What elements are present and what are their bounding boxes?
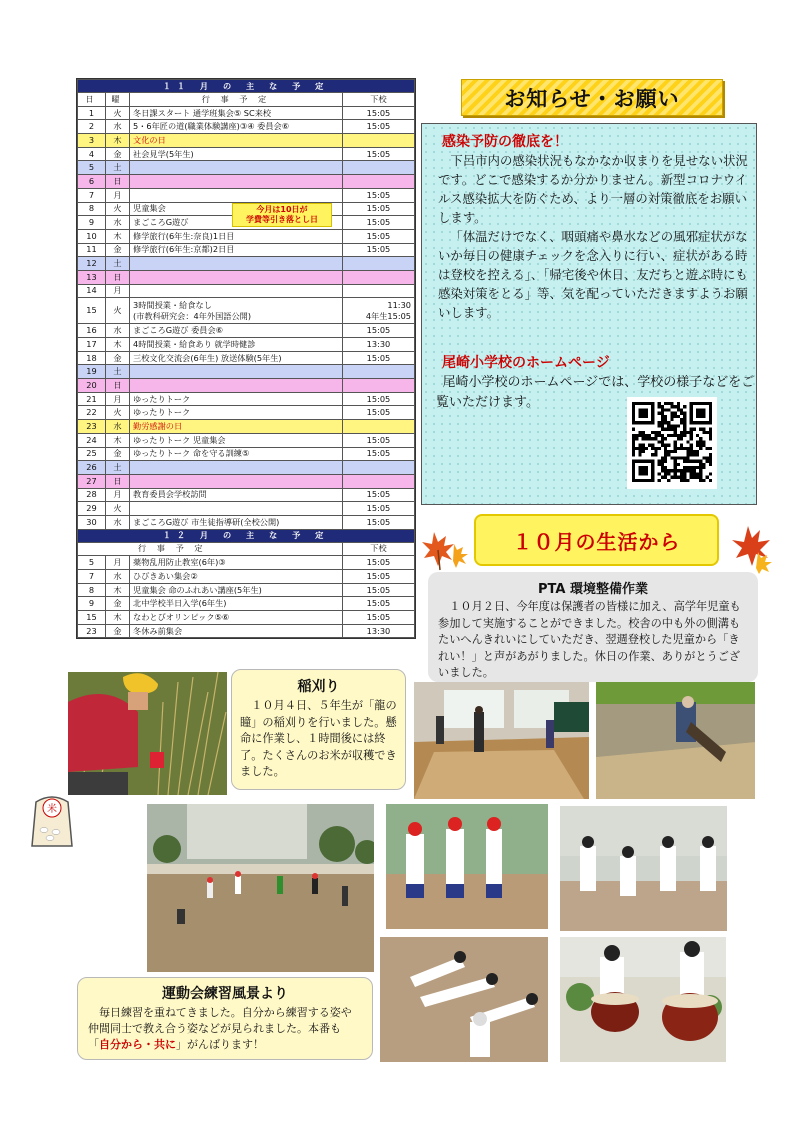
schedule-weekday: 火 xyxy=(106,406,130,420)
schedule-event: なわとびオリンピック⑤⑥ xyxy=(130,611,343,625)
schedule-dismissal xyxy=(342,257,414,271)
schedule-dismissal: 15:05 xyxy=(342,611,414,625)
schedule-day: 4 xyxy=(78,147,106,161)
schedule-row xyxy=(78,134,415,148)
schedule-row xyxy=(78,147,415,161)
schedule-weekday: 金 xyxy=(106,597,130,611)
schedule-day: 23 xyxy=(78,624,106,638)
schedule-dismissal: 15:05 xyxy=(342,570,414,584)
schedule-weekday: 土 xyxy=(106,461,130,475)
schedule-event: 冬日課スタート 通学班集会⑤ SC来校 xyxy=(130,106,343,120)
schedule-row xyxy=(78,365,415,379)
schedule-row xyxy=(78,175,415,189)
schedule-dismissal xyxy=(342,134,414,148)
schedule-weekday: 土 xyxy=(106,365,130,379)
october-banner-text: １０月の生活から xyxy=(512,529,681,554)
schedule-weekday: 日 xyxy=(106,175,130,189)
schedule-weekday: 月 xyxy=(106,188,130,202)
schedule-dismissal xyxy=(342,379,414,393)
schedule-event: まごころG遊び 委員会⑥ xyxy=(130,324,343,338)
schedule-dismissal: 15:05 xyxy=(342,488,414,502)
schedule-day: 27 xyxy=(78,474,106,488)
schedule-day: 10 xyxy=(78,229,106,243)
sports-lean-photo xyxy=(380,937,548,1062)
rice-bag-label: 米 xyxy=(47,804,57,815)
schedule-dismissal: 15:05 xyxy=(342,502,414,516)
schedule-row xyxy=(78,324,415,338)
schedule-event: 勤労感謝の日 xyxy=(130,420,343,434)
schedule-weekday: 月 xyxy=(106,392,130,406)
schedule-event xyxy=(130,502,343,516)
rice-body: １０月４日、５年生が「龍の瞳」の稲刈りを行いました。懸命に作業し、１時間後には終了。たくさんのお米が収穫できました。 xyxy=(240,699,397,778)
schedule-table xyxy=(76,78,416,639)
schedule-dismissal xyxy=(342,284,414,298)
dec-schedule-row xyxy=(78,597,415,611)
schedule-dismissal: 15:05 xyxy=(342,120,414,134)
schedule-row xyxy=(78,502,415,516)
rice-harvest-article xyxy=(231,669,406,790)
schedule-weekday: 日 xyxy=(106,270,130,284)
schedule-row xyxy=(78,188,415,202)
schedule-event xyxy=(130,188,343,202)
schedule-event xyxy=(130,257,343,271)
schedule-weekday: 金 xyxy=(106,147,130,161)
schedule-event xyxy=(130,365,343,379)
schedule-day: 11 xyxy=(78,243,106,257)
schedule-day: 28 xyxy=(78,488,106,502)
schedule-dismissal: 15:05 xyxy=(342,583,414,597)
dec-schedule-row xyxy=(78,583,415,597)
schedule-weekday: 金 xyxy=(106,447,130,461)
schedule-weekday: 水 xyxy=(106,570,130,584)
schedule-day: 5 xyxy=(78,556,106,570)
schedule-dismissal-line2: 4年生15:05 xyxy=(365,310,411,321)
withdrawal-note xyxy=(232,203,332,227)
schedule-weekday: 火 xyxy=(106,502,130,516)
schedule-event: 修学旅行(6年生:奈良)1日目 xyxy=(130,229,343,243)
schedule-dismissal xyxy=(342,270,414,284)
schedule-weekday: 土 xyxy=(106,257,130,271)
notice-banner-text: お知らせ・お願い xyxy=(504,86,680,111)
schedule-day: 7 xyxy=(78,570,106,584)
schedule-day: 20 xyxy=(78,379,106,393)
schedule-weekday: 水 xyxy=(106,324,130,338)
rice-harvest-photo xyxy=(68,672,227,795)
schedule-day: 9 xyxy=(78,216,106,230)
withdrawal-note-line2: 学費等引き落とし日 xyxy=(246,215,318,224)
schedule-row xyxy=(78,229,415,243)
schedule-day: 14 xyxy=(78,284,106,298)
qr-code-graphic xyxy=(632,402,712,482)
schedule-event: ゆったりトーク 児童集会 xyxy=(130,433,343,447)
schedule-event: 児童集会 xyxy=(130,202,343,216)
schedule-dismissal: 15:05 xyxy=(342,515,414,529)
schedule-dismissal: 15:05 xyxy=(342,597,414,611)
schedule-row xyxy=(78,392,415,406)
schedule-row xyxy=(78,488,415,502)
schedule-row xyxy=(78,161,415,175)
schedule-day: 7 xyxy=(78,188,106,202)
schedule-row xyxy=(78,284,415,298)
schedule-weekday: 日 xyxy=(106,474,130,488)
schedule-dismissal xyxy=(342,161,414,175)
schedule-event: まごころG遊び xyxy=(130,216,343,230)
dec-schedule-row xyxy=(78,624,415,638)
pta-article xyxy=(428,572,758,682)
schedule-event xyxy=(130,175,343,189)
schedule-dismissal: 15:05 xyxy=(342,392,414,406)
schedule-event: ゆったりトーク 命を守る訓練⑤ xyxy=(130,447,343,461)
autumn-leaf-icon-right xyxy=(728,524,776,574)
schedule-weekday: 月 xyxy=(106,284,130,298)
schedule-dismissal: 15:05 xyxy=(342,447,414,461)
schedule-day: 18 xyxy=(78,351,106,365)
schedule-day: 3 xyxy=(78,134,106,148)
schedule-day: 8 xyxy=(78,202,106,216)
schedule-dismissal xyxy=(342,420,414,434)
infection-heading: 感染予防の徹底を！ xyxy=(442,134,568,150)
schedule-day: 13 xyxy=(78,270,106,284)
col-header-weekday: 曜 xyxy=(106,93,130,107)
autumn-leaf-icon-left xyxy=(420,528,470,572)
schedule-event: 薬物乱用防止教室(6年)③ xyxy=(130,556,343,570)
sports-stretch-photo xyxy=(386,804,548,929)
pta-classroom-photo xyxy=(414,682,589,799)
schedule-event xyxy=(130,379,343,393)
homepage-heading: 尾崎小学校のホームページ xyxy=(442,355,610,371)
rice-title: 稲刈り xyxy=(297,679,340,695)
schedule-row xyxy=(78,257,415,271)
schedule-dismissal: 15:05 xyxy=(342,229,414,243)
schedule-row xyxy=(78,243,415,257)
schedule-day: 19 xyxy=(78,365,106,379)
sports-body-emphasis: 自分から・共に xyxy=(99,1038,176,1051)
dec-col-header-dismissal: 下校 xyxy=(342,542,414,556)
schedule-event: 文化の日 xyxy=(130,134,343,148)
dec-col-header-event: 行 事 予 定 xyxy=(78,542,343,556)
schedule-weekday: 水 xyxy=(106,120,130,134)
nov-schedule-title: １１ 月 の 主 な 予 定 xyxy=(78,80,415,93)
schedule-weekday: 金 xyxy=(106,351,130,365)
schedule-event: ひびきあい集会② xyxy=(130,570,343,584)
schedule-dismissal xyxy=(342,461,414,475)
schedule-day: 17 xyxy=(78,338,106,352)
schedule-weekday: 水 xyxy=(106,216,130,230)
schedule-dismissal: 13:30 xyxy=(342,624,414,638)
schedule-dismissal: 15:05 xyxy=(342,106,414,120)
schedule-event: 教育委員会学校訪問 xyxy=(130,488,343,502)
schedule-row xyxy=(78,447,415,461)
col-header-dismissal: 下校 xyxy=(342,93,414,107)
schedule-event: 修学旅行(6年生:京都)2日目 xyxy=(130,243,343,257)
schedule-event xyxy=(130,474,343,488)
schedule-dismissal: 13:30 xyxy=(342,338,414,352)
notice-box xyxy=(421,123,757,505)
col-header-event: 行 事 予 定 xyxy=(130,93,343,107)
october-banner xyxy=(474,514,719,566)
dec-schedule-title: １２ 月 の 主 な 予 定 xyxy=(78,529,415,542)
sports-wave-photo xyxy=(560,806,727,931)
schedule-dismissal: 15:05 xyxy=(342,147,414,161)
schedule-event: ゆったりトーク xyxy=(130,406,343,420)
schedule-event: 北中学校半日入学(6年生) xyxy=(130,597,343,611)
schedule-weekday: 木 xyxy=(106,229,130,243)
schedule-day: 22 xyxy=(78,406,106,420)
schedule-day: 15 xyxy=(78,611,106,625)
sports-title: 運動会練習風景より xyxy=(162,986,288,1002)
rice-bag-icon xyxy=(26,788,78,850)
infection-paragraph-1: 下呂市内の感染状況もなかなか収まりを見せない状況です。どこで感染するか分かりません。新型コロナウイルス感染拡大を防ぐため、より一層の対策徹底をお願いします。 xyxy=(438,153,748,225)
schedule-weekday: 金 xyxy=(106,624,130,638)
schedule-weekday: 月 xyxy=(106,488,130,502)
schedule-dismissal: 15:05 xyxy=(342,406,414,420)
schedule-event: 三校文化交流会(6年生) 放送体験(5年生) xyxy=(130,351,343,365)
schedule-dismissal: 15:05 xyxy=(342,324,414,338)
schedule-dismissal xyxy=(342,474,414,488)
schedule-weekday: 木 xyxy=(106,583,130,597)
schedule-event: まごころG遊び 市生徒指導研(全校公開) xyxy=(130,515,343,529)
schedule-weekday: 火 xyxy=(106,106,130,120)
schedule-event: 児童集会 命のふれあい講座(5年生) xyxy=(130,583,343,597)
schedule-dismissal: 15:05 xyxy=(342,202,414,216)
sports-body xyxy=(88,1005,362,1053)
pta-drain-cleaning-photo xyxy=(596,682,755,799)
schedule-weekday: 水 xyxy=(106,515,130,529)
schedule-event xyxy=(130,461,343,475)
schedule-row xyxy=(78,270,415,284)
sports-body-before: 毎日練習を重ねてきました。自分から練習する姿や仲間同士で教え合う姿などが見られました。本番も「 xyxy=(88,1006,352,1051)
schedule-day: 8 xyxy=(78,583,106,597)
schedule-weekday: 土 xyxy=(106,161,130,175)
homepage-text: 尾崎小学校のホームページでは、学校の様子などをご覧いただけます。 xyxy=(436,375,755,410)
schedule-event xyxy=(130,284,343,298)
schedule-day: 25 xyxy=(78,447,106,461)
schedule-day: 30 xyxy=(78,515,106,529)
schedule-row xyxy=(78,433,415,447)
schedule-day: 2 xyxy=(78,120,106,134)
schedule-row xyxy=(78,406,415,420)
schedule-day: 9 xyxy=(78,597,106,611)
schedule-event-line2: (市教科研究会：4年外国語公開) xyxy=(133,310,252,321)
schedule-dismissal-line1: 11:30 xyxy=(387,299,411,310)
schedule-event: 5・6年匠の道(職業体験講座)③④ 委員会⑥ xyxy=(130,120,343,134)
schedule-event xyxy=(130,161,343,175)
schedule-row xyxy=(78,298,415,324)
schedule-day: 26 xyxy=(78,461,106,475)
schedule-day: 6 xyxy=(78,175,106,189)
sports-drum-photo xyxy=(560,937,726,1062)
schedule-event: 社会見学(5年生) xyxy=(130,147,343,161)
schedule-day: 29 xyxy=(78,502,106,516)
pta-title: PTA 環境整備作業 xyxy=(538,582,648,597)
schedule-dismissal xyxy=(342,298,414,324)
schedule-dismissal: 15:05 xyxy=(342,556,414,570)
schedule-day: 21 xyxy=(78,392,106,406)
schedule-row xyxy=(78,106,415,120)
schedule-event xyxy=(130,298,343,324)
notice-banner xyxy=(461,79,723,116)
schedule-weekday: 火 xyxy=(106,202,130,216)
schedule-day: 24 xyxy=(78,433,106,447)
schedule-row xyxy=(78,420,415,434)
pta-body: １０月２日、今年度は保護者の皆様に加え、高学年児童も参加して実施することができました。校舎の中も外の側溝もたいへんきれいにしていただき、翌週登校した児童から「きれい！」と声があがりました。休日の作業、ありがとうございました。 xyxy=(438,600,741,679)
withdrawal-note-line1: 今月は10日が xyxy=(256,205,308,214)
schedule-row xyxy=(78,474,415,488)
schedule-weekday: 日 xyxy=(106,379,130,393)
schedule-day: 23 xyxy=(78,420,106,434)
schedule-dismissal: 15:05 xyxy=(342,351,414,365)
schedule-weekday: 木 xyxy=(106,338,130,352)
schedule-event-line1: 3時間授業・給食なし xyxy=(133,299,212,310)
schedule-day: 16 xyxy=(78,324,106,338)
schedule-weekday: 水 xyxy=(106,420,130,434)
schedule-row xyxy=(78,461,415,475)
schedule-weekday: 木 xyxy=(106,134,130,148)
schedule-event: 4時間授業・給食あり 就学時健診 xyxy=(130,338,343,352)
schedule-dismissal: 15:05 xyxy=(342,216,414,230)
schedule-event xyxy=(130,270,343,284)
col-header-day: 日 xyxy=(78,93,106,107)
schedule-event: ゆったりトーク xyxy=(130,392,343,406)
sports-body-after: 」がんばります！ xyxy=(176,1038,264,1051)
sports-field-photo xyxy=(147,804,374,972)
schedule-weekday: 月 xyxy=(106,556,130,570)
schedule-weekday: 金 xyxy=(106,243,130,257)
schedule-weekday: 火 xyxy=(106,298,130,324)
schedule-row xyxy=(78,351,415,365)
schedule-dismissal xyxy=(342,365,414,379)
schedule-event: 冬休み前集会 xyxy=(130,624,343,638)
schedule-dismissal: 15:05 xyxy=(342,433,414,447)
schedule-day: 15 xyxy=(78,298,106,324)
schedule-day: 5 xyxy=(78,161,106,175)
schedule-row xyxy=(78,379,415,393)
schedule-row xyxy=(78,338,415,352)
homepage-qr-code[interactable] xyxy=(627,397,717,489)
schedule-row xyxy=(78,120,415,134)
schedule-dismissal: 15:05 xyxy=(342,188,414,202)
dec-schedule-row xyxy=(78,611,415,625)
schedule-weekday: 木 xyxy=(106,433,130,447)
sports-practice-article xyxy=(77,977,373,1060)
schedule-row xyxy=(78,515,415,529)
infection-paragraph-2: 「体温だけでなく、咽頭痛や鼻水などの風邪症状がないか毎日の健康チェックを念入りに行い、症状がある時は登校を控える」、「帰宅後や休日、友だちと遊ぶ時にも感染対策をとる」等、気を配っていただきますようお願いします。 xyxy=(438,229,748,320)
infection-text xyxy=(438,151,758,322)
schedule-day: 12 xyxy=(78,257,106,271)
dec-schedule-row xyxy=(78,556,415,570)
schedule-weekday: 木 xyxy=(106,611,130,625)
schedule-dismissal: 15:05 xyxy=(342,243,414,257)
schedule-day: 1 xyxy=(78,106,106,120)
schedule-dismissal xyxy=(342,175,414,189)
dec-schedule-row xyxy=(78,570,415,584)
